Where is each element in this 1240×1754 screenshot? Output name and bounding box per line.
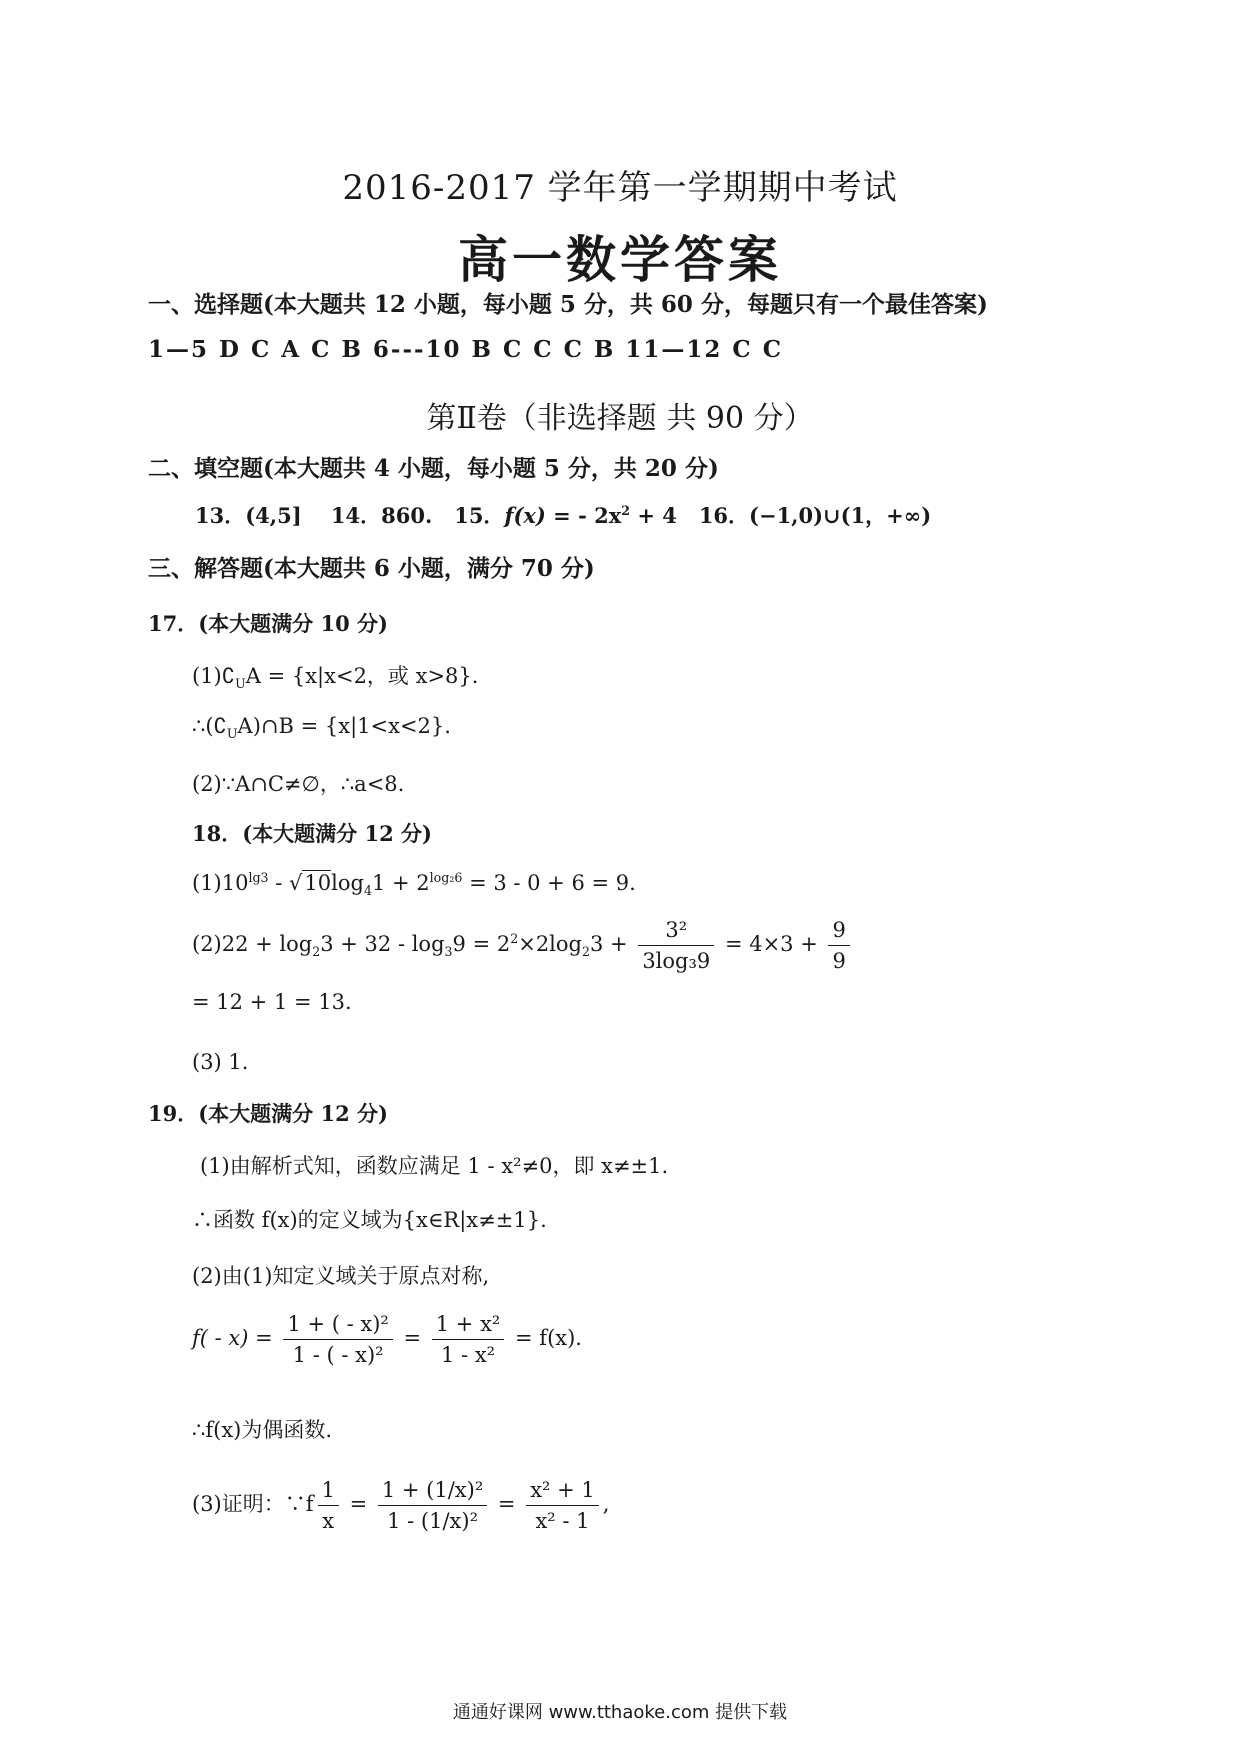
q19-line1: (1)由解析式知，函数应满足 1 - x²≠0，即 x≠±1. [200, 1154, 669, 1178]
q19-heading: 19．(本大题满分 12 分) [148, 1101, 388, 1126]
q18-frac1: $\frac{\text{3²}}{\text{3log₃9}}$ [638, 918, 714, 973]
q18-line4: (3) 1. [192, 1050, 249, 1074]
q19-frac4: $\frac{\text{x² + 1}}{\text{x² - 1}}$ [526, 1478, 599, 1533]
q17-heading: 17．(本大题满分 10 分) [148, 611, 388, 636]
q18-line1: $(1)10^{lg3} - √10\log_41 + 2^{log_26} = 3 - 0 + 6 = 9$. [192, 870, 636, 899]
q19-line4: f( - x) = $\frac{\text{1 + ( - x)²}}{\text{1 - ( - x)²}}$ = $\frac{\text{1 + x²}}{\text{1 - x²}}$ = f(x). [192, 1312, 582, 1367]
q19-line6: (3)证明：∵f $\frac{1}{x}$ = $\frac{\text{1 + (1/x)²}}{\text{1 - (1/x)²}}$ = $\frac{\text{x² + 1}}{\text{x² - 1}}$ , [192, 1478, 610, 1533]
q19-arg-frac: $\frac{1}{x}$ [318, 1478, 339, 1533]
q15-label: 15． [454, 503, 505, 528]
q19-frac3: $\frac{\text{1 + (1/x)²}}{\text{1 - (1/x)²}}$ [378, 1478, 487, 1533]
q17-line2: $\therefore(∁_UA)\cap B = \{x|1<x<2\}$. [192, 714, 451, 742]
exam-title: 2016-2017 学年第一学期期中考试 [342, 168, 898, 208]
q18-heading: 18．(本大题满分 12 分) [192, 821, 432, 846]
q13-answer: 13．(4,5] [195, 503, 302, 528]
q17-line1: $(1)∁_UA = \{x|x<2$，或 x>8}. [192, 664, 479, 692]
footer-credit: 通通好课网 www.tthaoke.com 提供下载 [452, 1702, 788, 1723]
q18-line3: = 12 + 1 = 13. [192, 990, 352, 1014]
q19-line5: ∴f(x)为偶函数. [192, 1418, 333, 1442]
q15-f: f(x) [504, 503, 546, 528]
part2-title: 第Ⅱ卷（非选择题 共 90 分） [426, 401, 814, 436]
q17-line3: (2)∵A∩C≠∅，∴a<8. [192, 772, 405, 796]
q19-frac2: $\frac{\text{1 + x²}}{\text{1 - x²}}$ [432, 1312, 505, 1367]
q18-frac2: $\frac{9}{9}$ [828, 918, 849, 973]
fill-answers: 13．(4,5] 14．860. 15．f(x) = - $2x^2 + 4$ 16．(−1,0)∪(1，+∞) [195, 503, 932, 528]
q19-line3: (2)由(1)知定义域关于原点对称, [192, 1264, 490, 1288]
section3-heading: 三、解答题(本大题共 6 小题，满分 70 分) [148, 555, 595, 582]
q15-rest: = - 2x [545, 503, 622, 528]
q16-answer: 16．(−1,0)∪(1，+∞) [698, 503, 932, 528]
q19-frac1: $\frac{\text{1 + ( - x)²}}{\text{1 - ( - x)²}}$ [283, 1312, 392, 1367]
q19-line2: ∴函数 f(x)的定义域为{x∈R|x≠±1}. [192, 1208, 547, 1232]
section1-heading: 一、选择题(本大题共 12 小题，每小题 5 分，共 60 分，每题只有一个最佳答案) [148, 291, 988, 318]
section2-heading: 二、填空题(本大题共 4 小题，每小题 5 分，共 20 分) [148, 455, 719, 482]
q18-line2: $(2)22 + \log_23 + 32 - \log_39 = 2^2\times 2\log_23$ + $\frac{\text{3²}}{\text{3log₃9}}$ = 4×3 + $\frac{9}{9}$ [192, 918, 854, 973]
q15-tail: + 4 [630, 503, 677, 528]
answer-title: 高一数学答案 [458, 230, 782, 289]
q14-answer: 14．860. [330, 503, 433, 528]
choice-answers: 1—5 D C A C B 6---10 B C C C B 11—12 C C [148, 336, 784, 363]
